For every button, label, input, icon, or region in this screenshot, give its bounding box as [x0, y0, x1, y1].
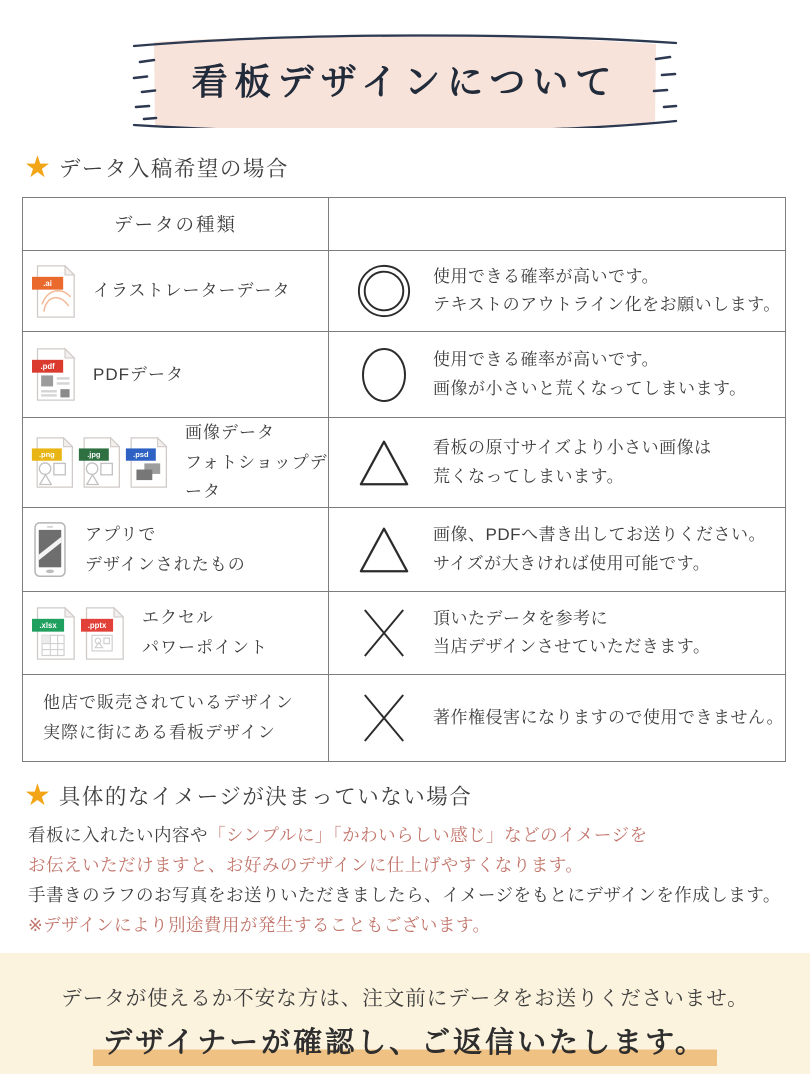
type-header-label: データの種類: [113, 214, 237, 235]
other-designs-cell: [23, 675, 329, 761]
page-title: 看板デザインについて: [191, 61, 619, 102]
pdf-file-icon: [31, 347, 77, 402]
table-row-image-data: [23, 417, 785, 507]
notes-accent-text: ※デザインにより別途費用が発生することもございます。: [28, 915, 491, 935]
desc-line: 当店デザインさせていただきます。: [433, 637, 711, 656]
triangle-symbol: [355, 525, 413, 575]
notes-line-2: [28, 850, 788, 880]
table-row-app-design: [23, 507, 785, 591]
row-label-line2: デザインされたもの: [85, 554, 246, 574]
table-header-row: [23, 198, 785, 250]
row-label-line1: 画像データ: [185, 422, 275, 442]
footer-band: [0, 953, 810, 1074]
pdf-icons: [31, 347, 77, 402]
footer-line-1: データが使えるか不安な方は、注文前にデータをお送りくださいませ。: [61, 987, 749, 1010]
row-description: [433, 704, 784, 732]
star-icon: ★: [24, 778, 51, 812]
table-row-pdf: [23, 331, 785, 417]
data-type-table: [22, 197, 786, 762]
notes-dark-text: 手書きのラフのお写真をお送りいただきましたら、イメージをもとにデザインを作成します。: [28, 885, 781, 905]
row-label-line1: エクセル: [142, 608, 214, 628]
desc-line: 頂いたデータを参考に: [433, 608, 608, 628]
section-heading-text: データ入稿希望の場合: [58, 157, 289, 181]
row-label-line2: パワーポイント: [142, 638, 268, 657]
row-label-line2: 実際に街にある看板デザイン: [43, 723, 276, 742]
ai-file-icon: [31, 264, 77, 319]
jpg-file-icon: [78, 436, 122, 489]
section-no-image-heading: [24, 780, 472, 811]
pdf-badge-label: .pdf: [40, 362, 55, 371]
desc-line: テキストのアウトライン化をお願いします。: [433, 295, 781, 314]
row-label-line1: 他店で販売されているデザイン: [43, 693, 294, 713]
notes-accent-text: お伝えいただけますと、お好みのデザインに仕上げやすくなります。: [28, 855, 584, 875]
table-row-illustrator: [23, 250, 785, 331]
illustrator-rating-cell: [329, 251, 785, 331]
ai-badge-label: .ai: [43, 278, 52, 288]
notes-line-4: [28, 910, 788, 940]
row-description: [433, 434, 712, 490]
notes-dark-text: 看板に入れたい内容や: [28, 825, 208, 845]
title-banner: [128, 28, 682, 128]
notes-paragraph: [28, 820, 788, 940]
desc-line: 画像、PDFへ書き出してお送りください。: [433, 525, 766, 545]
image-data-icons: [31, 436, 169, 489]
pptx-badge-label: .pptx: [87, 620, 107, 630]
footer-line-2: [0, 1020, 810, 1061]
type-header-cell: [23, 198, 329, 250]
desc-line: 画像が小さいと荒くなってしまいます。: [433, 378, 747, 398]
other-designs-rating-cell: [329, 675, 785, 761]
png-file-icon: [31, 436, 75, 489]
table-row-excel-ppt: [23, 591, 785, 674]
desc-line: 著作権侵害になりますので使用できません。: [433, 707, 785, 727]
row-description: [433, 605, 710, 661]
pptx-file-icon: [80, 606, 126, 661]
app-design-icons: [31, 521, 69, 579]
xlsx-file-icon: [31, 606, 77, 661]
cross-symbol: [355, 606, 413, 660]
desc-line: 使用できる確率が高いです。: [433, 350, 660, 370]
excel-ppt-rating-cell: [329, 592, 785, 674]
excel-ppt-cell: [23, 592, 329, 674]
notes-line-1: [28, 820, 788, 850]
table-row-other-designs: [23, 674, 785, 761]
row-label-line1: アプリで: [85, 524, 157, 544]
illustrator-cell: [23, 251, 329, 331]
pdf-rating-cell: [329, 332, 785, 417]
star-icon: ★: [24, 150, 51, 184]
row-description: [433, 346, 747, 402]
notes-line-3: [28, 880, 788, 910]
illustrator-icons: [31, 264, 77, 319]
row-description: [433, 263, 781, 319]
row-label: イラストレーターデータ: [93, 281, 291, 301]
desc-line: サイズが大きければ使用可能です。: [433, 553, 711, 573]
psd-file-icon: [125, 436, 169, 489]
desc-line: 荒くなってしまいます。: [433, 466, 625, 486]
section-data-submission-heading: [24, 152, 289, 183]
png-badge-label: .png: [38, 450, 55, 460]
row-label-line2: フォトショップデータ: [185, 452, 328, 502]
row-label: [185, 418, 328, 507]
jpg-badge-label: .jpg: [87, 450, 101, 460]
desc-line: 看板の原寸サイズより小さい画像は: [433, 438, 712, 458]
cross-symbol: [355, 691, 413, 745]
empty-header-cell: [329, 198, 785, 250]
section-heading-text: 具体的なイメージが決まっていない場合: [58, 785, 473, 809]
row-label: [85, 520, 246, 580]
xlsx-badge-label: .xlsx: [39, 620, 57, 630]
psd-badge-label: .psd: [133, 450, 149, 460]
image-data-cell: [23, 418, 329, 507]
app-design-rating-cell: [329, 508, 785, 591]
row-label: PDFデータ: [93, 364, 184, 384]
image-data-rating-cell: [329, 418, 785, 507]
circle-symbol: [355, 346, 413, 404]
excel-ppt-icons: [31, 606, 126, 661]
app-design-cell: [23, 508, 329, 591]
smartphone-icon: [31, 521, 69, 579]
footer-highlighted-text: デザイナーが確認し、ご返信いたします。: [93, 1027, 717, 1066]
notes-accent-text: 「シンプルに」「かわいらしい感じ」などのイメージを: [208, 825, 648, 845]
row-label: [142, 603, 268, 663]
triangle-symbol: [355, 438, 413, 488]
row-label: [43, 688, 294, 748]
desc-line: 使用できる確率が高いです。: [433, 266, 660, 286]
row-description: [433, 521, 766, 577]
pdf-cell: [23, 332, 329, 417]
double-circle-symbol: [355, 263, 413, 319]
